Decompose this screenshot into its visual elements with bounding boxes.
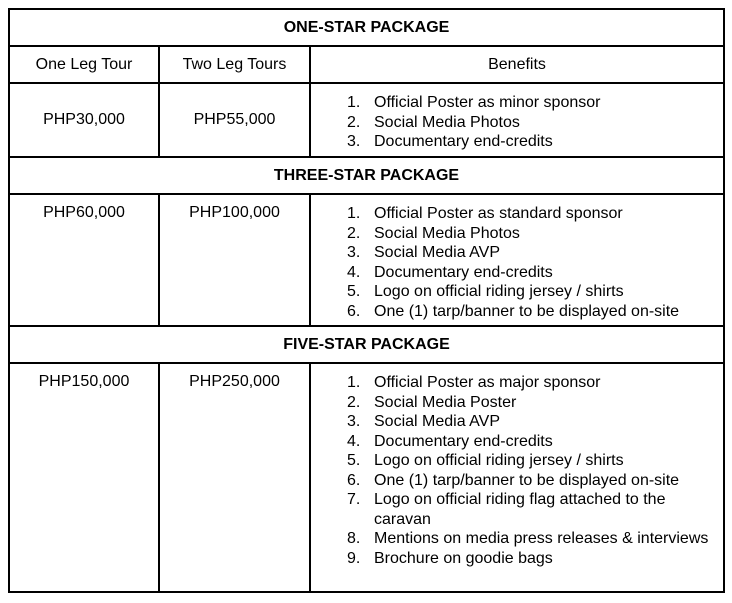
benefit-number: 3. [347,413,361,430]
benefit-number: 5. [347,452,361,469]
benefit-number: 6. [347,302,361,320]
benefit-number: 6. [347,471,361,489]
benefits-cell [310,363,724,592]
benefit-text: Official Poster as major sponsor [374,374,601,391]
benefit-number: 7. [347,491,361,508]
benefit-item [347,132,723,152]
column-header-benefits: Benefits [310,46,724,83]
benefit-item [347,451,723,471]
two-leg-price: PHP250,000 [159,363,310,592]
one-leg-price: PHP30,000 [9,83,159,157]
benefit-text: Social Media Photos [374,224,520,242]
benefit-item [347,113,723,133]
benefit-item [347,224,723,244]
benefit-text: Official Poster as standard sponsor [374,205,623,222]
one-leg-price: PHP60,000 [9,194,159,326]
package-title-three-star: THREE-STAR PACKAGE [9,157,724,194]
benefit-item [347,282,723,302]
benefit-item [347,243,723,263]
benefit-text: One (1) tarp/banner to be displayed on-site [374,471,680,489]
one-leg-price: PHP150,000 [9,363,159,592]
benefits-cell [310,194,724,326]
benefit-number: 1. [347,374,361,391]
two-leg-price: PHP100,000 [159,194,310,326]
benefits-list [311,195,723,321]
benefit-text: Mentions on media press releases & interviews [374,530,709,547]
benefit-number: 4. [347,263,361,281]
benefit-item [347,204,723,224]
benefit-text: Official Poster as minor sponsor [374,94,601,111]
benefit-text: Logo on official riding jersey / shirts [374,452,624,469]
benefit-number: 4. [347,432,361,450]
column-header-two-leg: Two Leg Tours [159,46,310,83]
benefit-number: 2. [347,113,361,131]
benefit-text: One (1) tarp/banner to be displayed on-site [374,302,680,320]
sponsorship-packages-table [8,8,725,593]
benefits-list [311,84,723,152]
benefit-text: Brochure on goodie bags [374,549,553,567]
benefit-text: Logo on official riding flag attached to the caravan [374,491,666,528]
benefit-text: Documentary end-credits [374,263,553,281]
benefit-item [347,302,723,322]
benefit-text: Social Media Photos [374,113,520,131]
benefit-text: Documentary end-credits [374,133,553,150]
benefit-item [347,263,723,283]
benefit-text: Logo on official riding jersey / shirts [374,283,624,300]
benefit-item [347,490,723,529]
benefit-number: 2. [347,393,361,411]
column-header-one-leg: One Leg Tour [9,46,159,83]
benefits-cell [310,83,724,157]
benefit-text: Social Media AVP [374,413,500,430]
benefit-item [347,373,723,393]
benefit-item [347,412,723,432]
benefit-text: Social Media AVP [374,244,500,261]
benefit-item [347,432,723,452]
benefit-text: Documentary end-credits [374,432,553,450]
benefit-number: 3. [347,133,361,150]
package-title-five-star: FIVE-STAR PACKAGE [9,326,724,363]
benefit-item [347,471,723,491]
benefits-list [311,364,723,568]
benefit-item [347,529,723,549]
benefit-number: 5. [347,283,361,300]
benefit-item [347,393,723,413]
benefit-item [347,549,723,569]
two-leg-price: PHP55,000 [159,83,310,157]
benefit-number: 2. [347,224,361,242]
benefit-number: 8. [347,530,361,547]
package-title-one-star: ONE-STAR PACKAGE [9,9,724,46]
benefit-number: 1. [347,205,361,222]
benefit-number: 9. [347,549,361,567]
benefit-item [347,93,723,113]
benefit-text: Social Media Poster [374,393,517,411]
benefit-number: 3. [347,244,361,261]
benefit-number: 1. [347,94,361,111]
